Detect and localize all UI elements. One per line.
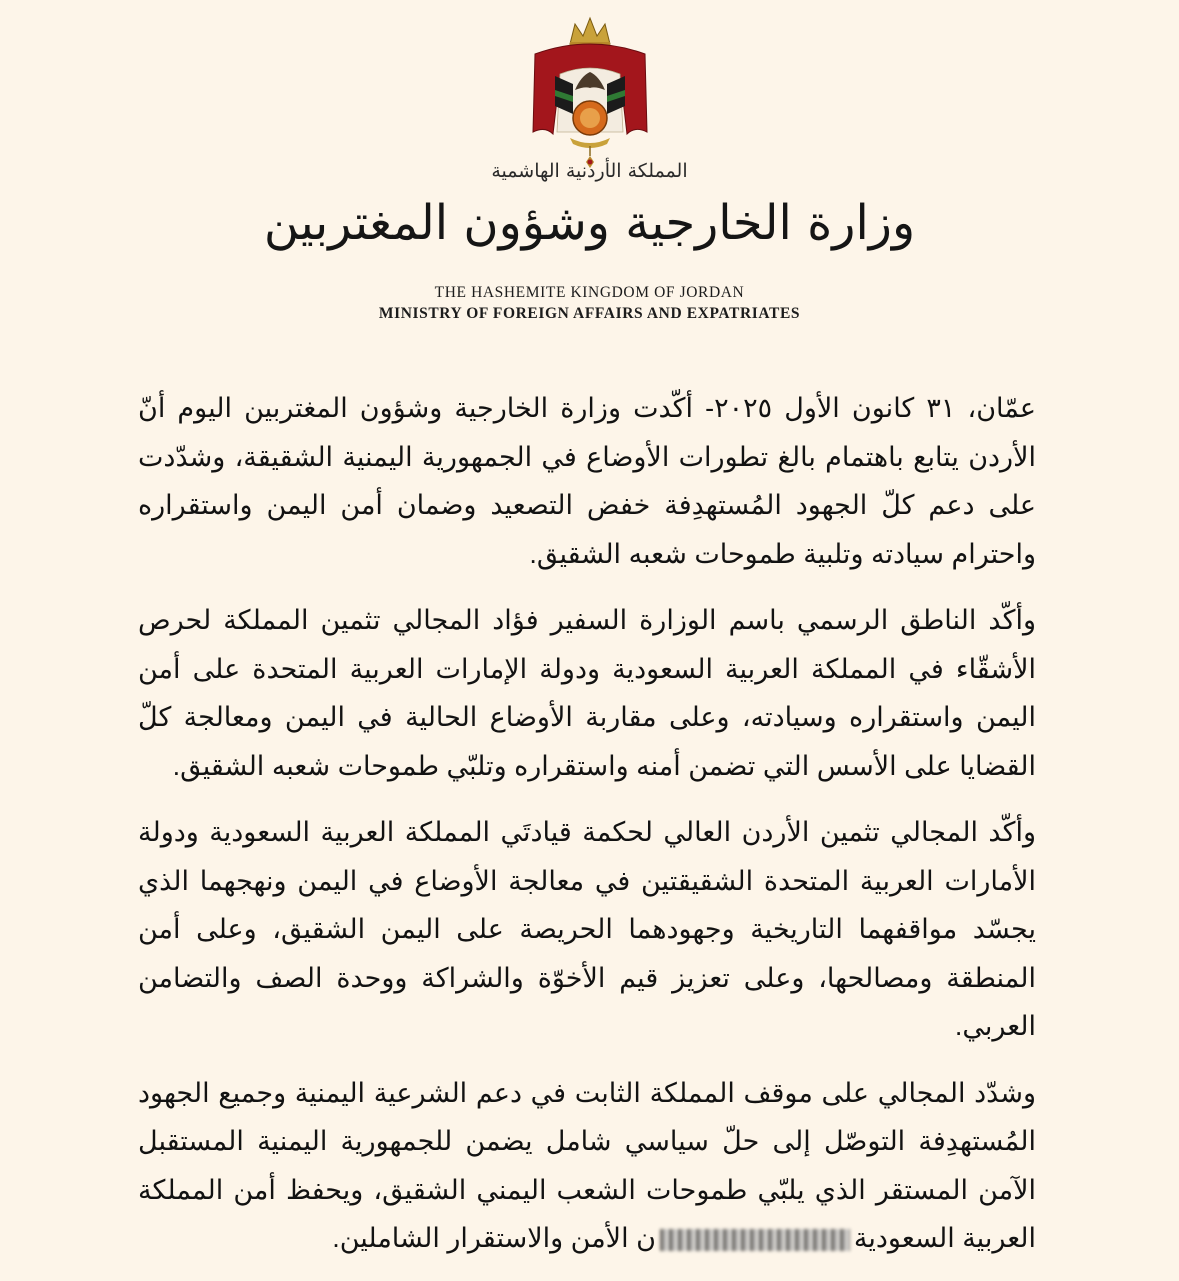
- paragraph-2: وأكّد الناطق الرسمي باسم الوزارة السفير فؤاد المجالي تثمين المملكة لحرص الأشقّاء في المملكة العربية السعودية ودولة الإمارات العربية المتحدة على أمن اليمن واستقراره وسيادته، وعلى مقاربة الأوضاع الحالية في اليمن ومعالجة كلّ القضايا على الأسس التي تضمن أمنه واستقراره وتلبّي طموحات شعبه الشقيق.: [138, 605, 1036, 781]
- paragraph-4-text: وشدّد المجالي على موقف المملكة الثابت في دعم الشرعية اليمنية وجميع الجهود المُستهدِفة التوصّل إلى حلّ سياسي شامل يضمن للجمهورية اليمنية المستقبل الآمن المستقر الذي يلبّي طموحات الشعب اليمني الشقيق، ويحفظ أمن المملكة العربية السعودية: [138, 1077, 1036, 1253]
- paragraph-4-tail: ن الأمن والاستقرار الشاملين.: [332, 1223, 656, 1253]
- redacted-text-block: [660, 1229, 850, 1251]
- press-release-body: [138, 384, 1036, 1281]
- kingdom-name-arabic: المملكة الأردنية الهاشمية: [491, 160, 688, 182]
- jordan-coat-of-arms-icon: [515, 14, 665, 172]
- paragraph-4: [138, 1069, 1036, 1263]
- paragraph-1: عمّان، ٣١ كانون الأول ٢٠٢٥- أكّدت وزارة الخارجية وشؤون المغتربين اليوم أنّ الأردن يتابع باهتمام بالغ تطورات الأوضاع في الجمهورية اليمنية الشقيقة، وشدّدت على دعم كلّ الجهود المُستهدِفة خفض التصعيد وضمان أمن اليمن واستقراره واحترام سيادته وتلبية طموحات شعبه الشقيق.: [138, 393, 1036, 569]
- paragraph-3: وأكّد المجالي تثمين الأردن العالي لحكمة قيادتَي المملكة العربية السعودية ودولة الأمارات العربية المتحدة الشقيقتين في معالجة الأوضاع في اليمن ونهجهما الذي يجسّد مواقفهما التاريخية وجهودهما الحريصة على اليمن الشقيق، وعلى أمن المنطقة ومصالحها، وعلى تعزيز قيم الأخوّة والشراكة ووحدة الصف والتضامن العربي.: [138, 817, 1036, 1041]
- ministry-name-arabic: وزارة الخارجية وشؤون المغتربين: [263, 195, 916, 251]
- kingdom-name-english: THE HASHEMITE KINGDOM OF JORDAN: [434, 284, 745, 301]
- letterhead: [0, 14, 1179, 172]
- ministry-name-english: MINISTRY OF FOREIGN AFFAIRS AND EXPATRIATES: [378, 305, 801, 322]
